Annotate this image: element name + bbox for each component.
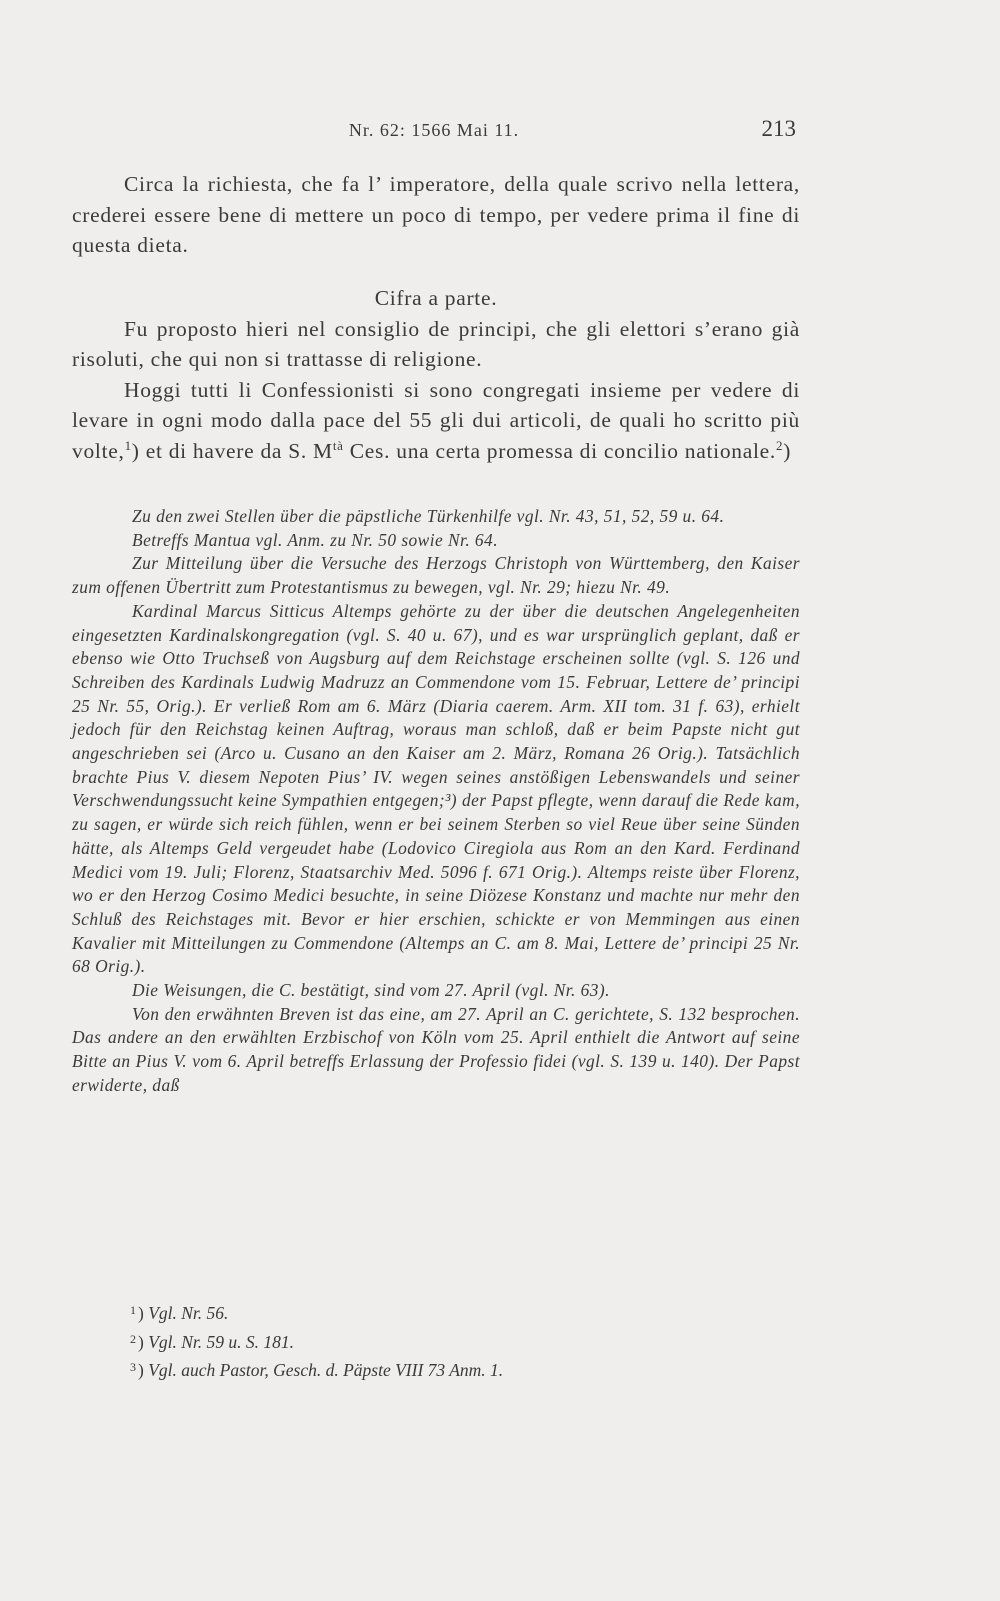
footnote-mark: 2 (130, 1331, 136, 1346)
commentary-paragraph: Betreffs Mantua vgl. Anm. zu Nr. 50 sowie Nr. 64. (132, 529, 499, 550)
running-header (72, 116, 796, 146)
cipher-section (72, 283, 800, 466)
commentary-paragraph: Die Weisungen, die C. bestätigt, sind vom 27. April (vgl. Nr. 63). (132, 980, 610, 1001)
letter-text (72, 169, 800, 261)
commentary-paragraph: Von den erwähnten Breven ist das eine, am 27. April an C. gerichtete, S. 132 besprochen. Das andere an den erwählten Erzbischof von Köln vom 25. April enthielt die Antwort auf seine Bitte an Pius V. vom 6. April betreffs Erlassung der Professio fidei (vgl. S. 139 u. 140). Der Papst erwiderte, daß (72, 1003, 800, 1095)
paragraph-consiglio: Fu proposto hieri nel consiglio de principi, che gli elettori s’erano già risoluti, che qui non si trattasse di religione. (72, 316, 800, 371)
footnote-ref-2: 2 (775, 437, 784, 453)
para3-part-a: Hoggi tutti li Confessionisti si sono congregati insieme per vedere di levare in ogni modo dalla pace del 55 gli dui articoli, de quali ho scritto più volte, (72, 377, 800, 463)
footnote-mark: 1 (130, 1303, 136, 1317)
commentary-paragraph: Zu den zwei Stellen über die päpstliche Türkenhilfe vgl. Nr. 43, 51, 52, 59 u. 64. (132, 506, 725, 526)
editorial-commentary (72, 505, 800, 1098)
footnote: $^2$ ) Vgl. Nr. 59 u. S. 181. (130, 1331, 295, 1352)
running-title: Nr. 62: 1566 Mai 11. (348, 120, 520, 140)
page-number: 213 (761, 116, 796, 141)
footnote-text: Vgl. auch Pastor, Gesch. d. Päpste VIII 73 Anm. 1. (148, 1360, 504, 1380)
para3-part-d: ) (783, 438, 792, 463)
superscript-ta: tà (332, 437, 344, 453)
cifra-heading: Cifra a parte. (374, 286, 498, 310)
footnote-ref-1: 1 (124, 437, 132, 453)
commentary-paragraph: Zur Mitteilung über die Versuche des Herzogs Christoph von Württemberg, den Kaiser zum offenen Übertritt zum Protestantismus zu bewegen, vgl. Nr. 29; hiezu Nr. 49. (72, 553, 800, 598)
footnotes (130, 1298, 790, 1384)
paragraph-richiesta: Circa la richiesta, che fa l’ imperatore, della quale scrivo nella lettera, crederei essere bene di mettere un poco di tempo, per vedere prima il fine di questa dieta. (72, 172, 800, 257)
footnote: $^1$ ) Vgl. Nr. 56. (130, 1303, 229, 1323)
footnote: $^3$ ) Vgl. auch Pastor, Gesch. d. Päpste VIII 73 Anm. 1. (130, 1360, 504, 1380)
footnote-text: Vgl. Nr. 56. (148, 1303, 229, 1323)
footnote-mark: 3 (130, 1360, 136, 1374)
para3-part-c: Ces. una certa promessa di concilio nationale. (343, 438, 776, 463)
paragraph-confessionisti (72, 375, 800, 467)
footnote-text: Vgl. Nr. 59 u. S. 181. (148, 1331, 295, 1352)
commentary-paragraph: Kardinal Marcus Sitticus Altemps gehörte zu der über die deutschen Angelegenheiten eingesetzten Kardinalskongregation (vgl. S. 40 u. 67), und es war ursprünglich geplant, daß er ebenso wie Otto Truchseß von Augsburg auf dem Reichstage erscheinen sollte (vgl. S. 126 und Schreiben des Kardinals Ludwig Madruzz an Commendone vom 15. Februar, Lettere de’ principi 25 Nr. 55, Orig.). Er verließ Rom am 6. März (Diaria caerem. Arm. XII tom. 31 f. 63), erhielt jedoch für den Reichstag keinen Auftrag, woraus man schloß, daß er beim Papste nicht gut angeschrieben sei (Arco u. Cusano an den Kaiser am 2. März, Romana 26 Orig.). Tatsächlich brachte Pius V. diesem Nepoten Pius’ IV. wegen seines anstößigen Lebenswandels und seiner Verschwendungssucht keine Sympathien entgegen;³) der Papst pflegte, wenn darauf die Rede kam, zu sagen, er würde sich reich fühlen, wenn er bei seinem Sterben so viel Reue über seine Sünden hätte, als Altemps Geld vergeudet habe (Lodovico Ciregiola aus Rom an den Kard. Ferdinand Medici vom 19. Juli; Florenz, Staatsarchiv Med. 5096 f. 671 Orig.). Altemps reiste über Florenz, wo er den Herzog Cosimo Medici besuchte, in seine Diözese Konstanz und machte nur mehr den Schluß des Reichstages mit. Bevor er hier erschien, schickte er von Memmingen aus einen Kavalier mit Mitteilungen zu Commendone (Altemps an C. am 8. Mai, Lettere de’ principi 25 Nr. 68 Orig.). (72, 600, 800, 977)
para3-part-b: ) et di havere da S. M (131, 438, 333, 463)
